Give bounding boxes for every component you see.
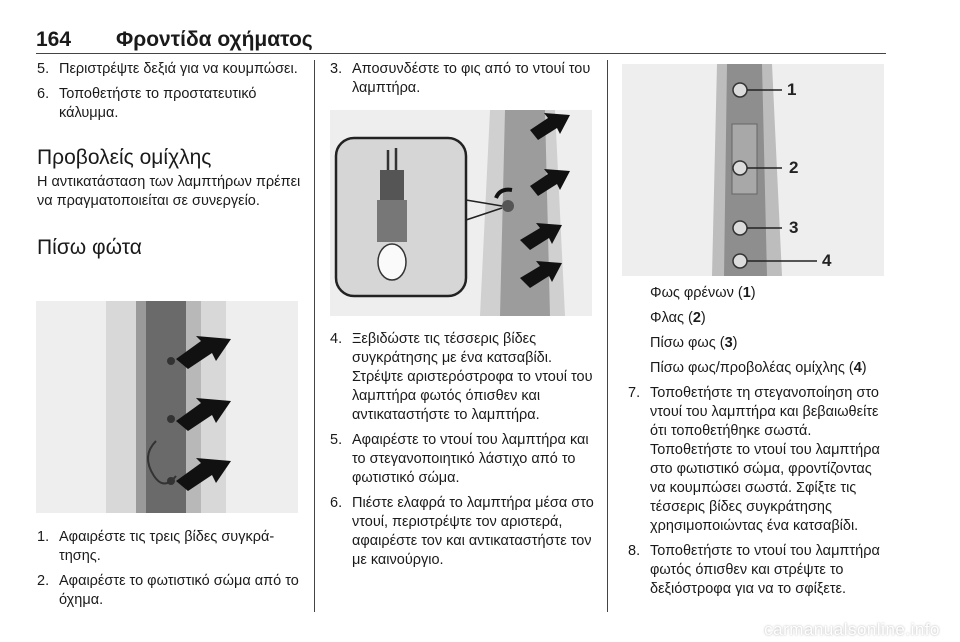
step-8: [628, 542, 890, 599]
step-text: Τοποθετήστε το προστατευτικό κάλυμμα.: [59, 86, 257, 121]
step-1: [37, 528, 305, 566]
legend-item-2: Φλας (2): [650, 310, 706, 326]
step-7: [628, 384, 890, 536]
header-rule: [36, 53, 886, 54]
step-number: 6.: [330, 495, 343, 511]
column-divider-1: [314, 60, 315, 612]
callout-3: 3: [789, 218, 799, 237]
step-text: Ξεβιδώστε τις τέσσερις βίδες συγκράτησης με ένα κατσαβίδι. Στρέψτε αριστερόστροφα το ντουί του λαμπτήρα φωτός όπισθεν και αντικαταστήστε το λαμπτήρα.: [352, 331, 593, 423]
step-5: [37, 60, 305, 79]
legend-item-4: Πίσω φως/προβολέας ομίχλης (4): [650, 360, 867, 376]
column-2-bottom: [330, 330, 602, 576]
page-title: Φροντίδα οχήματος: [116, 28, 313, 51]
step-2: [37, 572, 305, 610]
column-3: [628, 284, 890, 605]
step-text: Τοποθετήστε τη στεγανοποίηση στο ντουί του λαμπτήρα και βεβαιωθείτε ότι τοποθετήθηκε σωστά. Τοποθετήστε το ντουί του λαμπτήρα στο φωτιστικό σώμα, φροντίζοντας να κουμπώσει σωστά. Σφίξτε τις τέσσερις βίδες συγκράτησης χρησιμοποιώντας ένα κατσαβίδι.: [650, 385, 880, 534]
callout-4: 4: [822, 251, 832, 270]
column-1-bottom: [37, 528, 305, 616]
step-4: [330, 330, 602, 425]
figure-bulb-holder: [330, 110, 592, 316]
figure-rear-light-bulbs: [622, 64, 884, 276]
step-5b: [330, 431, 602, 488]
step-number: 4.: [330, 331, 343, 347]
figure-rear-light-screws: [36, 301, 298, 513]
step-text: Αφαιρέστε το φωτιστικό σώμα από το όχημα.: [59, 573, 299, 608]
step-number: 7.: [628, 385, 641, 401]
bulb-legend: [628, 284, 890, 378]
legend-item-3: Πίσω φως (3): [650, 335, 738, 351]
step-number: 8.: [628, 543, 641, 559]
step-number: 2.: [37, 573, 50, 589]
section-title-fog-lights: Προβολείς ομίχλης: [37, 146, 212, 169]
step-text: Αφαιρέστε τις τρεις βίδες συγκράτησης.: [59, 529, 275, 564]
step-number: 1.: [37, 529, 50, 545]
section-title-rear-lights: Πίσω φώτα: [37, 236, 142, 259]
step-text: Περιστρέψτε δεξιά για να κουμπώσει.: [59, 61, 298, 77]
column-divider-2: [607, 60, 608, 612]
watermark: carmanualsonline.info: [764, 620, 940, 639]
step-number: 3.: [330, 61, 343, 77]
section-text-fog-lights: Η αντικατάσταση των λαμπτήρων πρέπει να πραγματοποιείται σε συνεργείο.: [37, 174, 301, 209]
step-number: 5.: [330, 432, 343, 448]
callout-1: 1: [787, 80, 797, 99]
step-6: [37, 85, 305, 123]
page-number: 164: [36, 28, 72, 51]
column-1: [37, 60, 305, 261]
step-text: Τοποθετήστε το ντουί του λαμπτήρα φωτός όπισθεν και στρέψτε το δεξιόστροφα για να το σφίξετε.: [650, 543, 880, 597]
callout-2: 2: [789, 158, 799, 177]
step-3: [330, 60, 598, 98]
step-6b: [330, 494, 602, 570]
step-text: Πιέστε ελαφρά το λαμπτήρα μέσα στο ντουί, περιστρέψτε τον αριστερά, αφαιρέστε τον και αντικαταστήστε τον με καινούργιο.: [352, 495, 594, 568]
step-number: 6.: [37, 86, 50, 102]
legend-item-1: Φως φρένων (1): [650, 285, 756, 301]
column-2: [330, 60, 598, 104]
step-text: Αφαιρέστε το ντουί του λαμπτήρα και το στεγανοποιητικό λάστιχο από το φωτιστικό σώμα.: [352, 432, 589, 486]
step-text: Αποσυνδέστε το φις από το ντουί του λαμπτήρα.: [352, 61, 591, 96]
step-number: 5.: [37, 61, 50, 77]
